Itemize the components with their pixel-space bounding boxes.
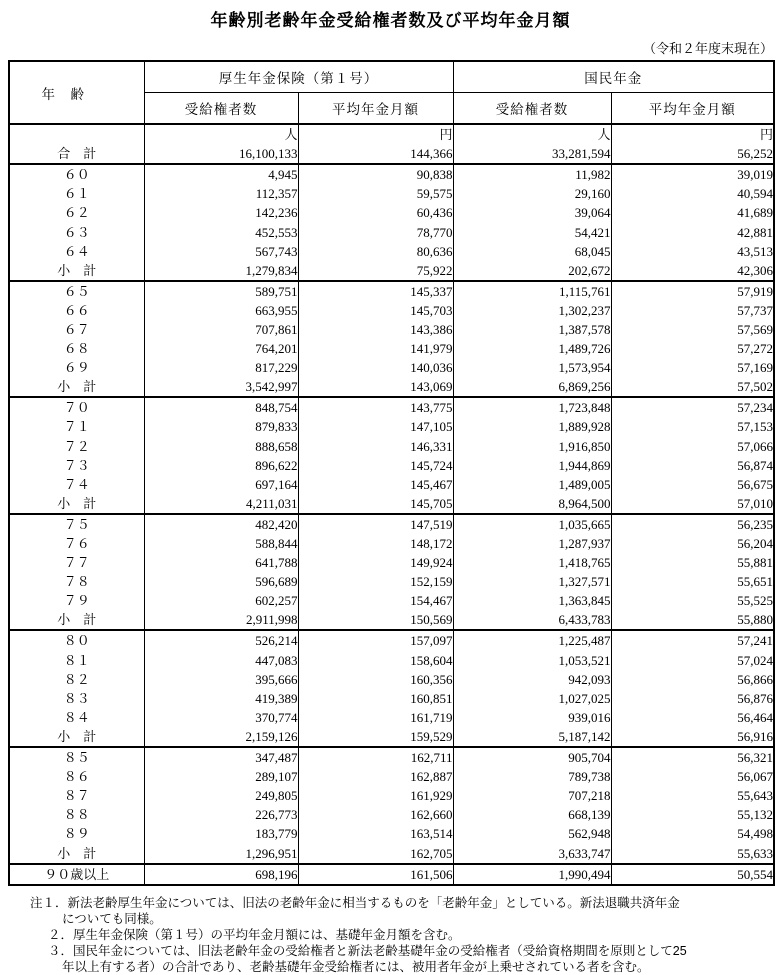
value-cell: 42,306 <box>611 261 774 281</box>
value-cell: 162,705 <box>298 843 453 863</box>
age-cell: ７７ <box>9 553 144 572</box>
age-cell: ７４ <box>9 475 144 494</box>
value-cell: 57,066 <box>611 437 774 456</box>
value-cell: 141,979 <box>298 339 453 358</box>
age-cell: ６９ <box>9 358 144 377</box>
value-cell: 140,036 <box>298 358 453 377</box>
value-cell: 6,869,256 <box>453 377 611 397</box>
table-row <box>9 124 774 144</box>
value-cell: 161,719 <box>298 708 453 727</box>
value-cell: 1,418,765 <box>453 553 611 572</box>
value-cell: 56,252 <box>611 144 774 164</box>
table-row <box>9 437 774 456</box>
table-body <box>9 124 774 885</box>
value-cell: 1,944,869 <box>453 456 611 475</box>
age-cell: 小 計 <box>9 727 144 747</box>
value-cell: 395,666 <box>144 670 298 689</box>
age-cell: ７８ <box>9 572 144 591</box>
value-cell: 112,357 <box>144 184 298 203</box>
value-cell: 1,889,928 <box>453 417 611 436</box>
table-row <box>9 222 774 241</box>
value-cell: 162,660 <box>298 805 453 824</box>
value-cell: 370,774 <box>144 708 298 727</box>
value-cell: 2,911,998 <box>144 610 298 630</box>
table-row <box>9 727 774 747</box>
value-cell: 144,366 <box>298 144 453 164</box>
value-cell: 54,498 <box>611 824 774 843</box>
value-cell: 641,788 <box>144 553 298 572</box>
value-cell: 848,754 <box>144 397 298 417</box>
value-cell: 347,487 <box>144 747 298 767</box>
value-cell: 419,389 <box>144 689 298 708</box>
value-cell: 817,229 <box>144 358 298 377</box>
value-cell: 526,214 <box>144 630 298 650</box>
value-cell: 55,633 <box>611 843 774 863</box>
value-cell: 8,964,500 <box>453 494 611 514</box>
table-row <box>9 281 774 301</box>
value-cell: 11,982 <box>453 164 611 184</box>
age-cell: ６２ <box>9 203 144 222</box>
age-cell: ６６ <box>9 301 144 320</box>
table-row <box>9 553 774 572</box>
value-cell: 159,529 <box>298 727 453 747</box>
value-cell: 43,513 <box>611 242 774 261</box>
value-cell: 1,302,237 <box>453 301 611 320</box>
value-cell: 41,689 <box>611 203 774 222</box>
age-cell: ８２ <box>9 670 144 689</box>
value-cell: 668,139 <box>453 805 611 824</box>
value-cell: 707,218 <box>453 786 611 805</box>
value-cell: 1,990,494 <box>453 864 611 885</box>
value-cell: 145,724 <box>298 456 453 475</box>
value-cell: 939,016 <box>453 708 611 727</box>
value-cell: 150,569 <box>298 610 453 630</box>
value-cell: 162,711 <box>298 747 453 767</box>
header-row-groups <box>9 61 774 93</box>
unit-cell: 円 <box>298 124 453 144</box>
column-group-kokumin-nenkin: 国民年金 <box>453 61 774 93</box>
age-cell: ８６ <box>9 767 144 786</box>
table-row <box>9 572 774 591</box>
value-cell: 1,573,954 <box>453 358 611 377</box>
unit-cell: 円 <box>611 124 774 144</box>
value-cell: 16,100,133 <box>144 144 298 164</box>
value-cell: 29,160 <box>453 184 611 203</box>
age-cell: ６１ <box>9 184 144 203</box>
value-cell: 6,433,783 <box>453 610 611 630</box>
value-cell: 698,196 <box>144 864 298 885</box>
table-row <box>9 514 774 534</box>
value-cell: 152,159 <box>298 572 453 591</box>
value-cell: 56,876 <box>611 689 774 708</box>
value-cell: 57,569 <box>611 320 774 339</box>
value-cell: 202,672 <box>453 261 611 281</box>
value-cell: 80,636 <box>298 242 453 261</box>
footnote-line-3: ３．国民年金については、旧法老齢年金の受給権者と新法老齢基礎年金の受給権者（受給資格期間を原則として25 <box>48 943 687 958</box>
table-row <box>9 689 774 708</box>
age-cell: ７０ <box>9 397 144 417</box>
unit-cell: 人 <box>144 124 298 144</box>
value-cell: 3,633,747 <box>453 843 611 863</box>
value-cell: 888,658 <box>144 437 298 456</box>
value-cell: 183,779 <box>144 824 298 843</box>
value-cell: 55,880 <box>611 610 774 630</box>
value-cell: 158,604 <box>298 651 453 670</box>
table-row <box>9 358 774 377</box>
table-row <box>9 397 774 417</box>
value-cell: 226,773 <box>144 805 298 824</box>
value-cell: 57,234 <box>611 397 774 417</box>
value-cell: 57,737 <box>611 301 774 320</box>
table-row <box>9 242 774 261</box>
age-cell: ８４ <box>9 708 144 727</box>
value-cell: 589,751 <box>144 281 298 301</box>
column-header-age: 年 齢 <box>9 61 144 124</box>
value-cell: 57,010 <box>611 494 774 514</box>
value-cell: 56,916 <box>611 727 774 747</box>
value-cell: 160,851 <box>298 689 453 708</box>
value-cell: 4,945 <box>144 164 298 184</box>
column-header-kokumin-avg: 平均年金月額 <box>611 93 774 125</box>
value-cell: 57,502 <box>611 377 774 397</box>
table-row <box>9 864 774 885</box>
table-row <box>9 670 774 689</box>
value-cell: 1,035,665 <box>453 514 611 534</box>
footnote-line-1-continued: についても同様。 <box>62 911 162 926</box>
value-cell: 447,083 <box>144 651 298 670</box>
value-cell: 90,838 <box>298 164 453 184</box>
value-cell: 567,743 <box>144 242 298 261</box>
value-cell: 3,542,997 <box>144 377 298 397</box>
value-cell: 54,421 <box>453 222 611 241</box>
age-cell: ６３ <box>9 222 144 241</box>
age-cell: ７３ <box>9 456 144 475</box>
table-row <box>9 301 774 320</box>
value-cell: 50,554 <box>611 864 774 885</box>
value-cell: 1,489,726 <box>453 339 611 358</box>
value-cell: 143,386 <box>298 320 453 339</box>
value-cell: 146,331 <box>298 437 453 456</box>
value-cell: 42,881 <box>611 222 774 241</box>
table-row <box>9 534 774 553</box>
table-row <box>9 786 774 805</box>
age-cell: ８８ <box>9 805 144 824</box>
age-cell: ６７ <box>9 320 144 339</box>
value-cell: 905,704 <box>453 747 611 767</box>
value-cell: 879,833 <box>144 417 298 436</box>
value-cell: 60,436 <box>298 203 453 222</box>
column-group-kosei-nenkin: 厚生年金保険（第１号） <box>144 61 453 93</box>
value-cell: 1,053,521 <box>453 651 611 670</box>
value-cell: 149,924 <box>298 553 453 572</box>
value-cell: 56,235 <box>611 514 774 534</box>
age-cell: ８７ <box>9 786 144 805</box>
value-cell: 78,770 <box>298 222 453 241</box>
value-cell: 145,467 <box>298 475 453 494</box>
column-header-kosei-avg: 平均年金月額 <box>298 93 453 125</box>
age-cell: 小 計 <box>9 261 144 281</box>
age-cell: ８１ <box>9 651 144 670</box>
value-cell: 57,153 <box>611 417 774 436</box>
value-cell: 764,201 <box>144 339 298 358</box>
value-cell: 588,844 <box>144 534 298 553</box>
value-cell: 143,775 <box>298 397 453 417</box>
value-cell: 157,097 <box>298 630 453 650</box>
table-row <box>9 144 774 164</box>
age-cell: ８０ <box>9 630 144 650</box>
age-cell: ７９ <box>9 591 144 610</box>
value-cell: 1,279,834 <box>144 261 298 281</box>
value-cell: 663,955 <box>144 301 298 320</box>
table-row <box>9 320 774 339</box>
value-cell: 161,929 <box>298 786 453 805</box>
age-cell: 小 計 <box>9 843 144 863</box>
table-row <box>9 651 774 670</box>
value-cell: 68,045 <box>453 242 611 261</box>
age-cell: ７５ <box>9 514 144 534</box>
value-cell: 1,916,850 <box>453 437 611 456</box>
table-row <box>9 747 774 767</box>
value-cell: 57,919 <box>611 281 774 301</box>
footnote-line-3-continued: 年以上有する者）の合計であり、老齢基礎年金受給権者には、被用者年金が上乗せされている者を含む。 <box>62 959 650 974</box>
value-cell: 163,514 <box>298 824 453 843</box>
value-cell: 55,643 <box>611 786 774 805</box>
value-cell: 75,922 <box>298 261 453 281</box>
table-row <box>9 630 774 650</box>
age-cell: ６８ <box>9 339 144 358</box>
table-row <box>9 456 774 475</box>
table-row <box>9 377 774 397</box>
value-cell: 1,363,845 <box>453 591 611 610</box>
table-row <box>9 184 774 203</box>
value-cell: 1,387,578 <box>453 320 611 339</box>
age-cell: ８３ <box>9 689 144 708</box>
page-title: 年齢別老齢年金受給権者数及び平均年金月額 <box>210 11 571 30</box>
value-cell: 57,241 <box>611 630 774 650</box>
age-cell: ７６ <box>9 534 144 553</box>
age-cell: ８５ <box>9 747 144 767</box>
age-cell: ９０歳以上 <box>9 864 144 885</box>
value-cell: 482,420 <box>144 514 298 534</box>
table-row <box>9 164 774 184</box>
footnote-line-1: 注１．新法老齢厚生年金については、旧法の老齢年金に相当するものを「老齢年金」としている。新法退職共済年金 <box>30 895 680 910</box>
as-of-label: （令和２年度末現在） <box>642 41 773 56</box>
table-row <box>9 261 774 281</box>
value-cell: 707,861 <box>144 320 298 339</box>
value-cell: 59,575 <box>298 184 453 203</box>
table-row <box>9 805 774 824</box>
value-cell: 55,525 <box>611 591 774 610</box>
value-cell: 33,281,594 <box>453 144 611 164</box>
age-cell: 小 計 <box>9 610 144 630</box>
footnotes <box>30 895 781 975</box>
column-header-kosei-count: 受給権者数 <box>144 93 298 125</box>
table-row <box>9 610 774 630</box>
age-cell: ６５ <box>9 281 144 301</box>
value-cell: 145,337 <box>298 281 453 301</box>
value-cell: 56,675 <box>611 475 774 494</box>
value-cell: 942,093 <box>453 670 611 689</box>
age-cell: ６４ <box>9 242 144 261</box>
value-cell: 602,257 <box>144 591 298 610</box>
value-cell: 2,159,126 <box>144 727 298 747</box>
value-cell: 162,887 <box>298 767 453 786</box>
value-cell: 596,689 <box>144 572 298 591</box>
value-cell: 55,881 <box>611 553 774 572</box>
age-cell: ７２ <box>9 437 144 456</box>
value-cell: 1,115,761 <box>453 281 611 301</box>
value-cell: 57,024 <box>611 651 774 670</box>
value-cell: 789,738 <box>453 767 611 786</box>
value-cell: 56,866 <box>611 670 774 689</box>
value-cell: 1,296,951 <box>144 843 298 863</box>
age-cell: ８９ <box>9 824 144 843</box>
value-cell: 39,064 <box>453 203 611 222</box>
value-cell: 1,027,025 <box>453 689 611 708</box>
table-row <box>9 203 774 222</box>
value-cell: 249,805 <box>144 786 298 805</box>
value-cell: 57,272 <box>611 339 774 358</box>
table-row <box>9 591 774 610</box>
age-cell: ７１ <box>9 417 144 436</box>
value-cell: 562,948 <box>453 824 611 843</box>
value-cell: 145,703 <box>298 301 453 320</box>
footnote-line-2: ２．厚生年金保険（第１号）の平均年金月額には、基礎年金月額を含む。 <box>48 927 461 942</box>
table-header <box>9 61 774 124</box>
value-cell: 1,327,571 <box>453 572 611 591</box>
column-header-kokumin-count: 受給権者数 <box>453 93 611 125</box>
value-cell: 143,069 <box>298 377 453 397</box>
table-row <box>9 767 774 786</box>
table-row <box>9 339 774 358</box>
age-cell <box>9 124 144 144</box>
table-row <box>9 843 774 863</box>
value-cell: 1,489,005 <box>453 475 611 494</box>
value-cell: 160,356 <box>298 670 453 689</box>
unit-cell: 人 <box>453 124 611 144</box>
age-cell: 小 計 <box>9 377 144 397</box>
table-row <box>9 475 774 494</box>
value-cell: 147,519 <box>298 514 453 534</box>
table-row <box>9 824 774 843</box>
value-cell: 147,105 <box>298 417 453 436</box>
value-cell: 142,236 <box>144 203 298 222</box>
value-cell: 56,321 <box>611 747 774 767</box>
age-cell: 合 計 <box>9 144 144 164</box>
value-cell: 697,164 <box>144 475 298 494</box>
value-cell: 1,723,848 <box>453 397 611 417</box>
value-cell: 154,467 <box>298 591 453 610</box>
value-cell: 56,067 <box>611 767 774 786</box>
value-cell: 161,506 <box>298 864 453 885</box>
value-cell: 56,464 <box>611 708 774 727</box>
pension-table <box>8 60 775 886</box>
value-cell: 40,594 <box>611 184 774 203</box>
value-cell: 56,874 <box>611 456 774 475</box>
value-cell: 452,553 <box>144 222 298 241</box>
age-cell: 小 計 <box>9 494 144 514</box>
value-cell: 57,169 <box>611 358 774 377</box>
value-cell: 56,204 <box>611 534 774 553</box>
value-cell: 289,107 <box>144 767 298 786</box>
value-cell: 39,019 <box>611 164 774 184</box>
value-cell: 896,622 <box>144 456 298 475</box>
value-cell: 55,132 <box>611 805 774 824</box>
value-cell: 4,211,031 <box>144 494 298 514</box>
age-cell: ６０ <box>9 164 144 184</box>
value-cell: 148,172 <box>298 534 453 553</box>
value-cell: 1,225,487 <box>453 630 611 650</box>
value-cell: 1,287,937 <box>453 534 611 553</box>
table-row <box>9 708 774 727</box>
value-cell: 55,651 <box>611 572 774 591</box>
table-row <box>9 494 774 514</box>
table-row <box>9 417 774 436</box>
value-cell: 5,187,142 <box>453 727 611 747</box>
value-cell: 145,705 <box>298 494 453 514</box>
